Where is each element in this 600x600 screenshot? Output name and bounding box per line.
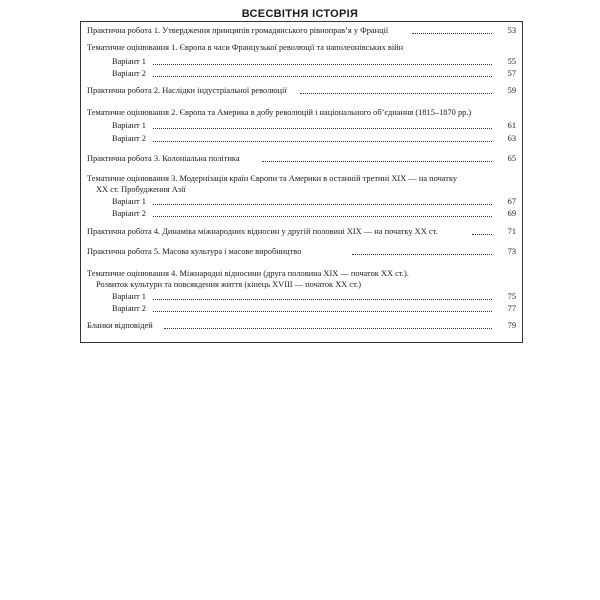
leader-dots [153, 141, 492, 142]
leader-dots [153, 311, 492, 312]
leader-dots [153, 128, 492, 129]
toc-entry-text: Варіант 2 [112, 134, 146, 143]
toc-entry-page: 77 [507, 304, 516, 313]
toc-entry-text: Варіант 2 [112, 69, 146, 78]
toc-entry-page: 55 [507, 57, 516, 66]
section-heading: ВСЕСВІТНЯ ІСТОРІЯ [241, 8, 359, 20]
toc-entry-text: Бланки відповідей [87, 321, 153, 330]
leader-dots [153, 299, 492, 300]
toc-entry-text: Розвиток культури та повсякдення життя (кінець XVIII — початок XX ст.) [96, 280, 362, 289]
toc-entry-page: 69 [507, 209, 516, 218]
leader-dots [153, 216, 492, 217]
toc-entry-text: Тематичне оцінювання 4. Міжнародні відносини (друга половина XIX — початок XX ст.). [87, 269, 409, 278]
leader-dots [262, 161, 492, 162]
toc-entry-page: 73 [507, 247, 516, 256]
toc-entry-text: Варіант 2 [112, 209, 146, 218]
toc-entry-page: 61 [507, 121, 516, 130]
leader-dots [300, 93, 492, 94]
toc-entry-page: 53 [507, 26, 516, 35]
toc-entry-page: 79 [507, 321, 516, 330]
toc-entry-page: 71 [507, 227, 516, 236]
toc-entry-page: 65 [507, 154, 516, 163]
toc-entry-page: 75 [507, 292, 516, 301]
leader-dots [164, 328, 492, 329]
leader-dots [472, 234, 492, 235]
toc-entry-text: XX ст. Пробудження Азії [96, 185, 186, 194]
leader-dots [153, 76, 492, 77]
toc-entry [0, 42, 600, 54]
toc-entry [0, 153, 600, 165]
toc-entry-text: Варіант 1 [112, 292, 146, 301]
toc-entry-text: Практична робота 3. Колоніальна політика [87, 154, 240, 163]
toc-entry-text: Практична робота 5. Масова культура і масове виробництво [87, 247, 302, 256]
leader-dots [153, 204, 492, 205]
toc-entry [0, 25, 600, 37]
toc-entry [0, 107, 600, 119]
toc-entry-text: Варіант 1 [112, 197, 146, 206]
toc-entry [0, 291, 600, 303]
toc-entry-text: Практична робота 2. Наслідки індустріальної революції [87, 86, 287, 95]
toc-entry [0, 320, 600, 332]
toc-entry-text: Практична робота 1. Утвердження принципів громадянського рівноправ’я у Франції [87, 26, 389, 35]
toc-entry [0, 226, 600, 238]
toc-entry-page: 57 [507, 69, 516, 78]
toc-entry [0, 246, 600, 258]
toc-entry [0, 120, 600, 132]
toc-entry-page: 63 [507, 134, 516, 143]
toc-entry [0, 68, 600, 80]
toc-entry [0, 184, 600, 196]
toc-entry-text: Тематичне оцінювання 2. Європа та Америка в добу революцій і національного об’єднання (1815–1870 рр.) [87, 108, 472, 117]
leader-dots [412, 33, 492, 34]
toc-entry-page: 59 [507, 86, 516, 95]
leader-dots [352, 254, 492, 255]
toc-entry-text: Варіант 1 [112, 121, 146, 130]
toc-entry-text: Варіант 1 [112, 57, 146, 66]
leader-dots [153, 64, 492, 65]
toc-entry-text: Практична робота 4. Динаміка міжнародних відносин у другій половині XIX — на початку XX ст. [87, 227, 438, 236]
toc-entry [0, 303, 600, 315]
toc-entry-text: Тематичне оцінювання 1. Європа в часи Французької революції та наполеонівських війн [87, 43, 404, 52]
toc-entry [0, 85, 600, 97]
toc-entry-page: 67 [507, 197, 516, 206]
toc-entry-text: Тематичне оцінювання 3. Модернізація країн Європи та Америки в останній третині XIX — на початку [87, 174, 458, 183]
toc-entry [0, 133, 600, 145]
toc-entry-text: Варіант 2 [112, 304, 146, 313]
toc-entry [0, 56, 600, 68]
toc-entry [0, 196, 600, 208]
toc-entry [0, 279, 600, 291]
toc-entry [0, 208, 600, 220]
